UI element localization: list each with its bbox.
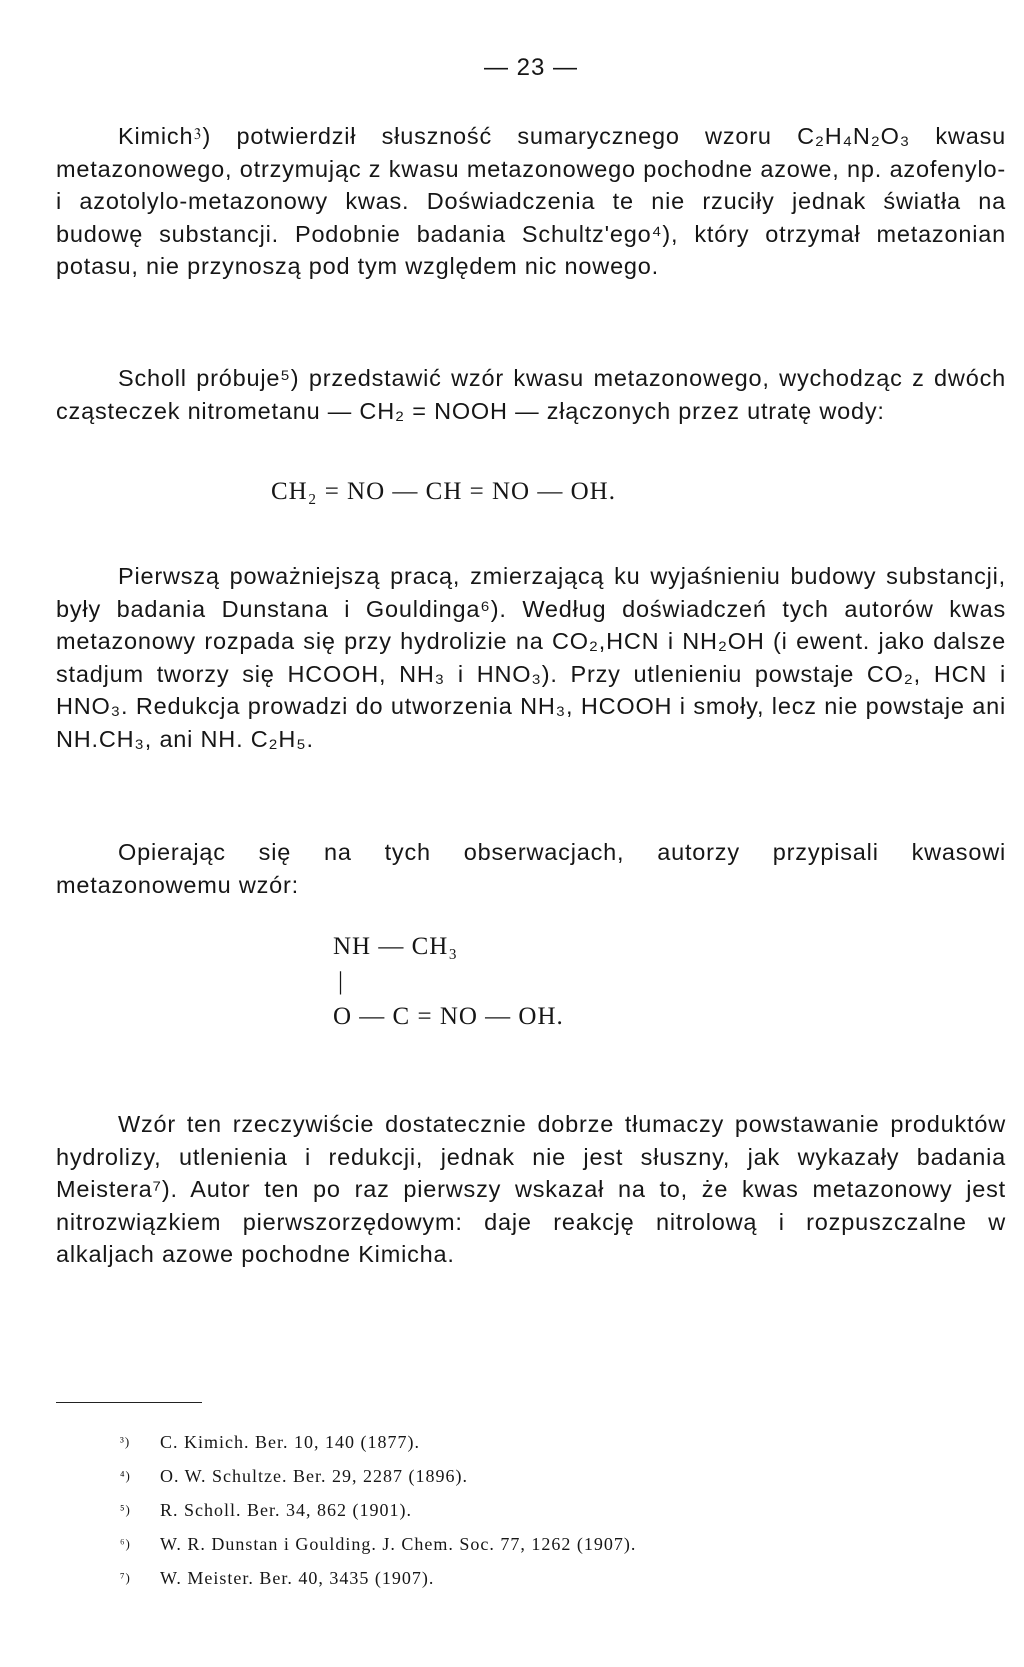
footnote-text: W. Meister. Ber. 40, 3435 (1907). — [160, 1568, 435, 1588]
formula-scholl: CH₂ = NO — CH = NO — OH. — [271, 478, 616, 505]
footnote-item — [120, 1425, 1000, 1459]
footnote-text: W. R. Dunstan i Goulding. J. Chem. Soc. 77, 1262 (1907). — [160, 1534, 637, 1554]
paragraph-kimich: Kimich⁳) potwierdził słuszność sumarycznego wzoru C₂H₄N₂O₃ kwasu metazonowego, otrzymując z kwasu metazonowego pochodne azowe, np. azofenylo- i azotolylo-metazonowy kwas. Doświadczenia te nie rzuciły jednak światła na budowę substancji. Podobnie badania Schultz'ego⁴), który otrzymał metazonian potasu, nie przynoszą pod tym względem nic nowego. — [56, 123, 1006, 279]
footnote-text: R. Scholl. Ber. 34, 862 (1901). — [160, 1500, 412, 1520]
paragraph-meister: Wzór ten rzeczywiście dostatecznie dobrze tłumaczy powstawanie produktów hydrolizy, utlenienia i redukcji, jednak nie jest słuszny, jak wykazały badania Meistera⁷). Autor ten po raz pierwszy wskazał na to, że kwas metazonowy jest nitrozwiązkiem pierwszorzędowym: daje reakcję nitrolową i rozpuszczalne w alkaljach azowe pochodne Kimicha. — [56, 1111, 1006, 1267]
formula-dunstan-line-1: NH — CH₃ — [333, 933, 459, 960]
footnote-item — [120, 1561, 1000, 1595]
footnote-text: O. W. Schultze. Ber. 29, 2287 (1896). — [160, 1466, 468, 1486]
paragraph-observations: Opierając się na tych obserwacjach, autorzy przypisali kwasowi metazonowemu wzór: — [56, 839, 1006, 898]
footnote-item — [120, 1493, 1000, 1527]
formula-dunstan-bond: | — [338, 968, 345, 995]
footnote-marker: ³) — [120, 1434, 131, 1449]
footnote-item — [120, 1459, 1000, 1493]
paragraph-dunstan-goulding: Pierwszą poważniejszą pracą, zmierzającą ku wyjaśnieniu budowy substancji, były badania Dunstana i Gouldinga⁶). Według doświadczeń tych autorów kwas metazonowy rozpada się przy hydrolizie na CO₂,HCN i NH₂OH (i ewent. jako dalsze stadjum tworzy się HCOOH, NH₃ i HNO₃). Przy utlenieniu powstaje CO₂, HCN i HNO₃. Redukcja prowadzi do utworzenia NH₃, HCOOH i smoły, lecz nie powstaje ani NH.CH₃, ani NH. C₂H₅. — [56, 563, 1006, 752]
footnote-marker: ⁵) — [120, 1502, 131, 1517]
footnote-separator — [56, 1402, 202, 1403]
footnote-item — [120, 1527, 1000, 1561]
footnote-marker: ⁴) — [120, 1468, 131, 1483]
footnote-text: C. Kimich. Ber. 10, 140 (1877). — [160, 1432, 420, 1452]
footnotes-list — [120, 1425, 1000, 1595]
page-number: — 23 — — [483, 54, 579, 81]
footnote-marker: ⁶) — [120, 1536, 131, 1551]
formula-dunstan-line-3: O — C = NO — OH. — [333, 1003, 564, 1030]
paragraph-scholl: Scholl próbuje⁵) przedstawić wzór kwasu metazonowego, wychodząc z dwóch cząsteczek nitrometanu — CH₂ = NOOH — złączonych przez utratę wody: — [56, 365, 1006, 424]
footnote-marker: ⁷) — [120, 1570, 131, 1585]
document-page — [56, 0, 1006, 1667]
